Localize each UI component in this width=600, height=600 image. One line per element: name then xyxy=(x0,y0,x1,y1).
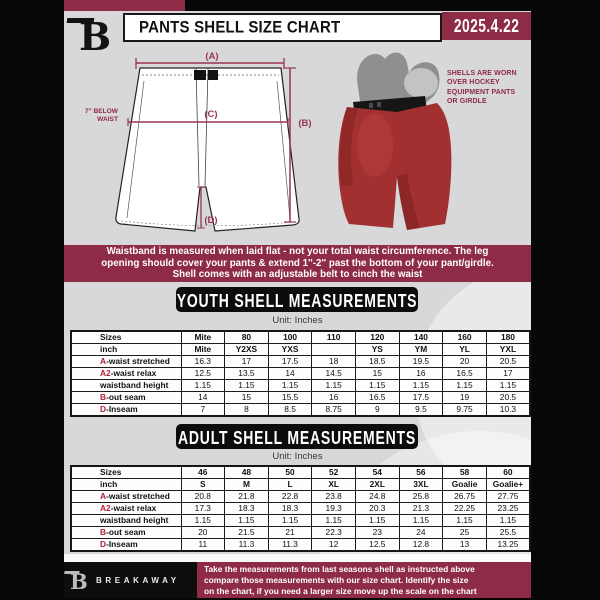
annotation-line: OVER HOCKEY xyxy=(447,79,500,87)
footer-line: compare those measurements with our size chart. Identify the size xyxy=(204,575,469,585)
table-cell: 21.8 xyxy=(225,491,269,503)
table-row xyxy=(71,392,530,404)
table-cell: 19.3 xyxy=(312,503,356,515)
row-label: Sizes xyxy=(71,466,181,479)
table-cell: 18.3 xyxy=(225,503,269,515)
table-cell: 17 xyxy=(225,356,269,368)
table-cell: YM xyxy=(399,344,443,356)
row-label: D-Inseam xyxy=(71,539,181,552)
table-cell: 180 xyxy=(486,331,530,344)
table-cell: 1.15 xyxy=(399,515,443,527)
table-cell: 1.15 xyxy=(443,380,487,392)
belt-detail xyxy=(377,102,381,107)
table-cell: 20.3 xyxy=(356,503,400,515)
table-cell: 54 xyxy=(356,466,400,479)
adult-unit-label: Unit: Inches xyxy=(272,451,323,462)
page-title-box xyxy=(123,13,442,42)
notice-line: opening should cover your pants & extend 1''-2'' past the bottom of your pant/girdle. xyxy=(101,257,494,269)
table-cell: 1.15 xyxy=(399,380,443,392)
table-row xyxy=(71,356,530,368)
table-cell: 18.3 xyxy=(268,503,312,515)
table-cell: 50 xyxy=(268,466,312,479)
belt-detail xyxy=(369,103,373,108)
table-cell: 17.5 xyxy=(268,356,312,368)
table-cell: 20.8 xyxy=(181,491,225,503)
table-cell: 21.3 xyxy=(399,503,443,515)
footer-line: Take the measurements from last seasons shell as instructed above xyxy=(204,564,475,574)
table-row xyxy=(71,368,530,380)
table-cell: 20 xyxy=(181,527,225,539)
table-cell: 1.15 xyxy=(225,515,269,527)
table-cell: 9.5 xyxy=(399,404,443,417)
label-d: (D) xyxy=(204,215,218,226)
row-label: B-out seam xyxy=(71,527,181,539)
table-cell: 23.25 xyxy=(486,503,530,515)
table-cell: 110 xyxy=(312,331,356,344)
row-label: waistband height xyxy=(71,515,181,527)
shell-highlight xyxy=(357,113,393,177)
adult-section-header xyxy=(176,424,418,449)
table-row xyxy=(71,539,530,552)
table-cell: 60 xyxy=(486,466,530,479)
table-cell: 12 xyxy=(312,539,356,552)
table-cell: 14 xyxy=(181,392,225,404)
youth-section-header xyxy=(176,287,418,312)
table-cell: 24.8 xyxy=(356,491,400,503)
row-label: waistband height xyxy=(71,380,181,392)
table-cell: 17.3 xyxy=(181,503,225,515)
table-cell: 48 xyxy=(225,466,269,479)
table-cell: 25.8 xyxy=(399,491,443,503)
table-cell: 11.3 xyxy=(268,539,312,552)
table-cell: 22.8 xyxy=(268,491,312,503)
table-cell: 12.8 xyxy=(399,539,443,552)
table-cell: 80 xyxy=(225,331,269,344)
table-row xyxy=(71,466,530,479)
belt-buckle xyxy=(194,70,206,80)
table-cell: 15 xyxy=(356,368,400,380)
table-cell: 16.5 xyxy=(443,368,487,380)
logo-letter: B xyxy=(70,569,88,592)
table-cell: 100 xyxy=(268,331,312,344)
table-cell: 25 xyxy=(443,527,487,539)
table-cell: 1.15 xyxy=(312,380,356,392)
table-cell: 11 xyxy=(181,539,225,552)
measure-letter: B xyxy=(100,392,107,402)
table-cell: 140 xyxy=(399,331,443,344)
table-cell: 24 xyxy=(399,527,443,539)
table-cell: 17 xyxy=(486,368,530,380)
label-c: (C) xyxy=(204,109,218,120)
measure-letter: B xyxy=(100,527,107,537)
table-cell: 15.5 xyxy=(268,392,312,404)
table-cell: 9.75 xyxy=(443,404,487,417)
table-cell: XL xyxy=(312,479,356,491)
divider-strip xyxy=(64,554,531,562)
table-cell: 46 xyxy=(181,466,225,479)
table-row xyxy=(71,491,530,503)
date-text: 2025.4.22 xyxy=(453,15,520,37)
table-cell: 16 xyxy=(399,368,443,380)
footer-line: on the chart, if you need a larger size move up the scale on the chart xyxy=(204,586,477,596)
adult-measurements-table xyxy=(70,465,531,552)
table-cell: 17.5 xyxy=(399,392,443,404)
footer-brand-box xyxy=(64,562,197,598)
annotation-line: SHELLS ARE WORN xyxy=(447,70,517,77)
table-cell: 58 xyxy=(443,466,487,479)
row-label: Sizes xyxy=(71,331,181,344)
table-cell: 14.5 xyxy=(312,368,356,380)
shell-shorts xyxy=(338,103,451,230)
table-cell: 20.5 xyxy=(486,356,530,368)
pants-measurement-diagram xyxy=(98,48,320,238)
table-cell: 12.5 xyxy=(356,539,400,552)
table-cell: L xyxy=(268,479,312,491)
table-row xyxy=(71,503,530,515)
table-cell: Goalie+ xyxy=(486,479,530,491)
table-cell: 1.15 xyxy=(268,515,312,527)
table-cell: 12.5 xyxy=(181,368,225,380)
row-label: A-waist stretched xyxy=(71,356,181,368)
table-cell: 1.15 xyxy=(356,515,400,527)
waist-note xyxy=(84,108,118,124)
table-cell: S xyxy=(181,479,225,491)
table-row xyxy=(71,331,530,344)
brand-name: BREAKAWAY xyxy=(96,575,180,585)
table-cell: 2XL xyxy=(356,479,400,491)
table-cell: 16.5 xyxy=(356,392,400,404)
table-cell: 13.25 xyxy=(486,539,530,552)
table-row xyxy=(71,404,530,417)
table-cell: 14 xyxy=(268,368,312,380)
table-cell: 9 xyxy=(356,404,400,417)
table-cell: YL xyxy=(443,344,487,356)
table-cell: 1.15 xyxy=(181,380,225,392)
youth-unit-label: Unit: Inches xyxy=(272,315,323,326)
table-cell: 8.75 xyxy=(312,404,356,417)
table-cell: 23 xyxy=(356,527,400,539)
table-cell: 7 xyxy=(181,404,225,417)
table-cell: 18.5 xyxy=(356,356,400,368)
label-a: (A) xyxy=(205,51,219,62)
footer-instructions xyxy=(197,562,531,598)
table-cell: 1.15 xyxy=(312,515,356,527)
table-cell: 15 xyxy=(225,392,269,404)
table-cell: 19.5 xyxy=(399,356,443,368)
row-label: inch xyxy=(71,344,181,356)
measure-letter: D xyxy=(100,539,107,549)
table-cell: 19 xyxy=(443,392,487,404)
table-cell: 18 xyxy=(312,356,356,368)
logo-letter: B xyxy=(79,14,112,55)
table-row xyxy=(71,344,530,356)
table-cell xyxy=(312,344,356,356)
table-cell: 1.15 xyxy=(486,380,530,392)
table-cell: Goalie xyxy=(443,479,487,491)
waist-note-line: 7'' BELOW xyxy=(84,108,118,115)
table-cell: 52 xyxy=(312,466,356,479)
table-cell: 21.5 xyxy=(225,527,269,539)
breakaway-logo-icon xyxy=(64,568,90,592)
top-accent-strip xyxy=(64,0,185,11)
row-label: inch xyxy=(71,479,181,491)
table-cell: 26.75 xyxy=(443,491,487,503)
table-cell: 11.3 xyxy=(225,539,269,552)
table-cell: 8 xyxy=(225,404,269,417)
row-label: D-Inseam xyxy=(71,404,181,417)
table-row xyxy=(71,515,530,527)
table-cell: YXL xyxy=(486,344,530,356)
youth-section-title: YOUTH SHELL MEASUREMENTS xyxy=(176,288,418,311)
shell-annotation xyxy=(447,69,525,106)
table-cell: 8.5 xyxy=(268,404,312,417)
table-cell: 16 xyxy=(312,392,356,404)
table-cell: 160 xyxy=(443,331,487,344)
table-cell: 1.15 xyxy=(225,380,269,392)
table-cell: 1.15 xyxy=(443,515,487,527)
table-cell: 21 xyxy=(268,527,312,539)
adult-section-title: ADULT SHELL MEASUREMENTS xyxy=(177,425,417,448)
notice-band xyxy=(64,245,531,282)
table-cell: M xyxy=(225,479,269,491)
table-cell: 3XL xyxy=(399,479,443,491)
waist-note-line: WAIST xyxy=(97,116,118,124)
measure-letter: A xyxy=(100,356,107,366)
row-label: A2-waist relax xyxy=(71,503,181,515)
annotation-line: OR GIRDLE xyxy=(447,97,487,105)
table-cell: 56 xyxy=(399,466,443,479)
table-cell: Y2XS xyxy=(225,344,269,356)
table-cell: 1.15 xyxy=(268,380,312,392)
page-title: PANTS SHELL SIZE CHART xyxy=(139,18,341,37)
annotation-line: EQUIPMENT PANTS xyxy=(447,88,516,96)
belt-buckle xyxy=(208,70,218,80)
table-cell: 16.3 xyxy=(181,356,225,368)
measure-letter: A2 xyxy=(100,503,111,513)
row-label: A2-waist relax xyxy=(71,368,181,380)
table-cell: 10.3 xyxy=(486,404,530,417)
measure-letter: D xyxy=(100,404,107,414)
table-row xyxy=(71,527,530,539)
table-cell: 13 xyxy=(443,539,487,552)
table-cell: 27.75 xyxy=(486,491,530,503)
table-cell: 25.5 xyxy=(486,527,530,539)
notice-line: Waistband is measured when laid flat - not your total waist circumference. The leg xyxy=(106,245,489,257)
notice-line: Shell comes with an adjustable belt to cinch the waist xyxy=(172,269,423,281)
table-cell: 120 xyxy=(356,331,400,344)
table-cell: 20 xyxy=(443,356,487,368)
row-label: A-waist stretched xyxy=(71,491,181,503)
table-cell: 22.3 xyxy=(312,527,356,539)
row-label: B-out seam xyxy=(71,392,181,404)
table-row xyxy=(71,380,530,392)
shell-photo xyxy=(333,45,465,235)
date-badge xyxy=(442,12,531,40)
table-cell: 22.25 xyxy=(443,503,487,515)
table-cell: 13.5 xyxy=(225,368,269,380)
measure-letter: A xyxy=(100,491,107,501)
table-cell: YXS xyxy=(268,344,312,356)
table-cell: 1.15 xyxy=(181,515,225,527)
youth-measurements-table xyxy=(70,330,531,417)
table-cell: YS xyxy=(356,344,400,356)
measure-letter: A2 xyxy=(100,368,111,378)
label-b: (B) xyxy=(298,118,312,129)
table-cell: 1.15 xyxy=(486,515,530,527)
girdle-pad xyxy=(404,68,438,98)
table-cell: 23.8 xyxy=(312,491,356,503)
table-row xyxy=(71,479,530,491)
table-cell: 1.15 xyxy=(356,380,400,392)
table-cell: Mite xyxy=(181,331,225,344)
table-cell: Mite xyxy=(181,344,225,356)
table-cell: 20.5 xyxy=(486,392,530,404)
